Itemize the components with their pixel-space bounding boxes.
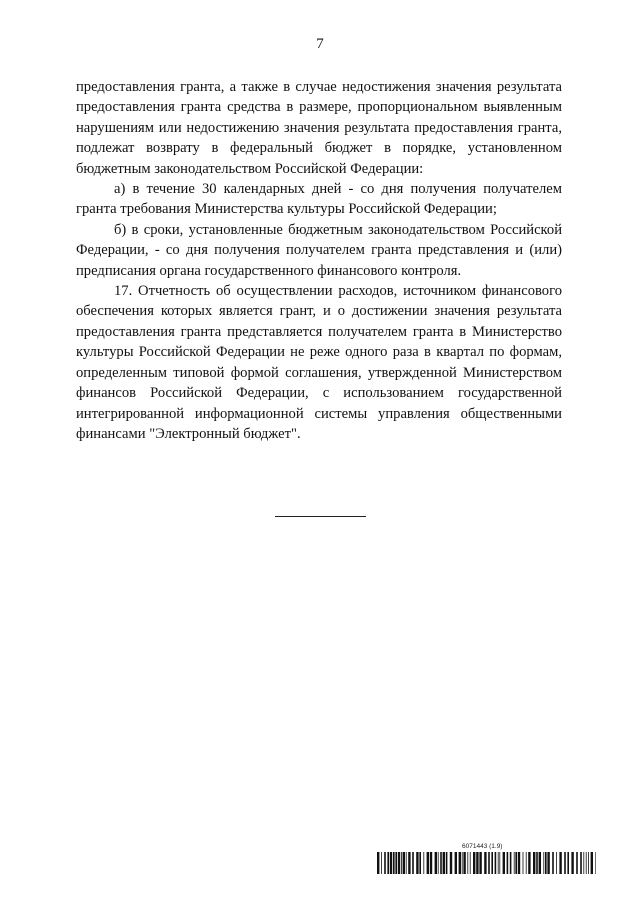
paragraph-item-b: б) в сроки, установленные бюджетным законодательством Российской Федерации, - со дня получения получателем гранта представления и (или) предписания органа государственного финансового контроля.	[76, 221, 562, 279]
paragraph-section-17: 17. Отчетность об осуществлении расходов, источником финансового обеспечения которых является грант, и о достижении значения результата предоставления гранта представляется получателем гранта в Министерство культуры Российской Федерации не реже одного раза в квартал по формам, определенным типовой формой соглашения, утвержденной Министерством финансов Российской Федерации, с использованием государственной интегрированной информационной системы управления общественными финансами "Электронный бюджет".	[76, 283, 562, 442]
end-separator-line	[275, 516, 366, 517]
paragraph-continuation: предоставления гранта, а также в случае недостижения значения результата предоставления гранта средства в размере, пропорциональном выявленным нарушениям или недостижению значения результата предоставления гранта, подлежат возврату в федеральный бюджет в порядке, установленном бюджетным законодательством Российской Федерации:	[76, 79, 562, 177]
body-text	[76, 77, 562, 444]
barcode-image	[377, 852, 596, 874]
page-number: 7	[316, 36, 324, 52]
paragraph-item-a: а) в течение 30 календарных дней - со дня получения получателем гранта требования Министерства культуры Российской Федерации;	[76, 181, 562, 218]
barcode-code: 6071443 (1.9)	[462, 843, 503, 850]
